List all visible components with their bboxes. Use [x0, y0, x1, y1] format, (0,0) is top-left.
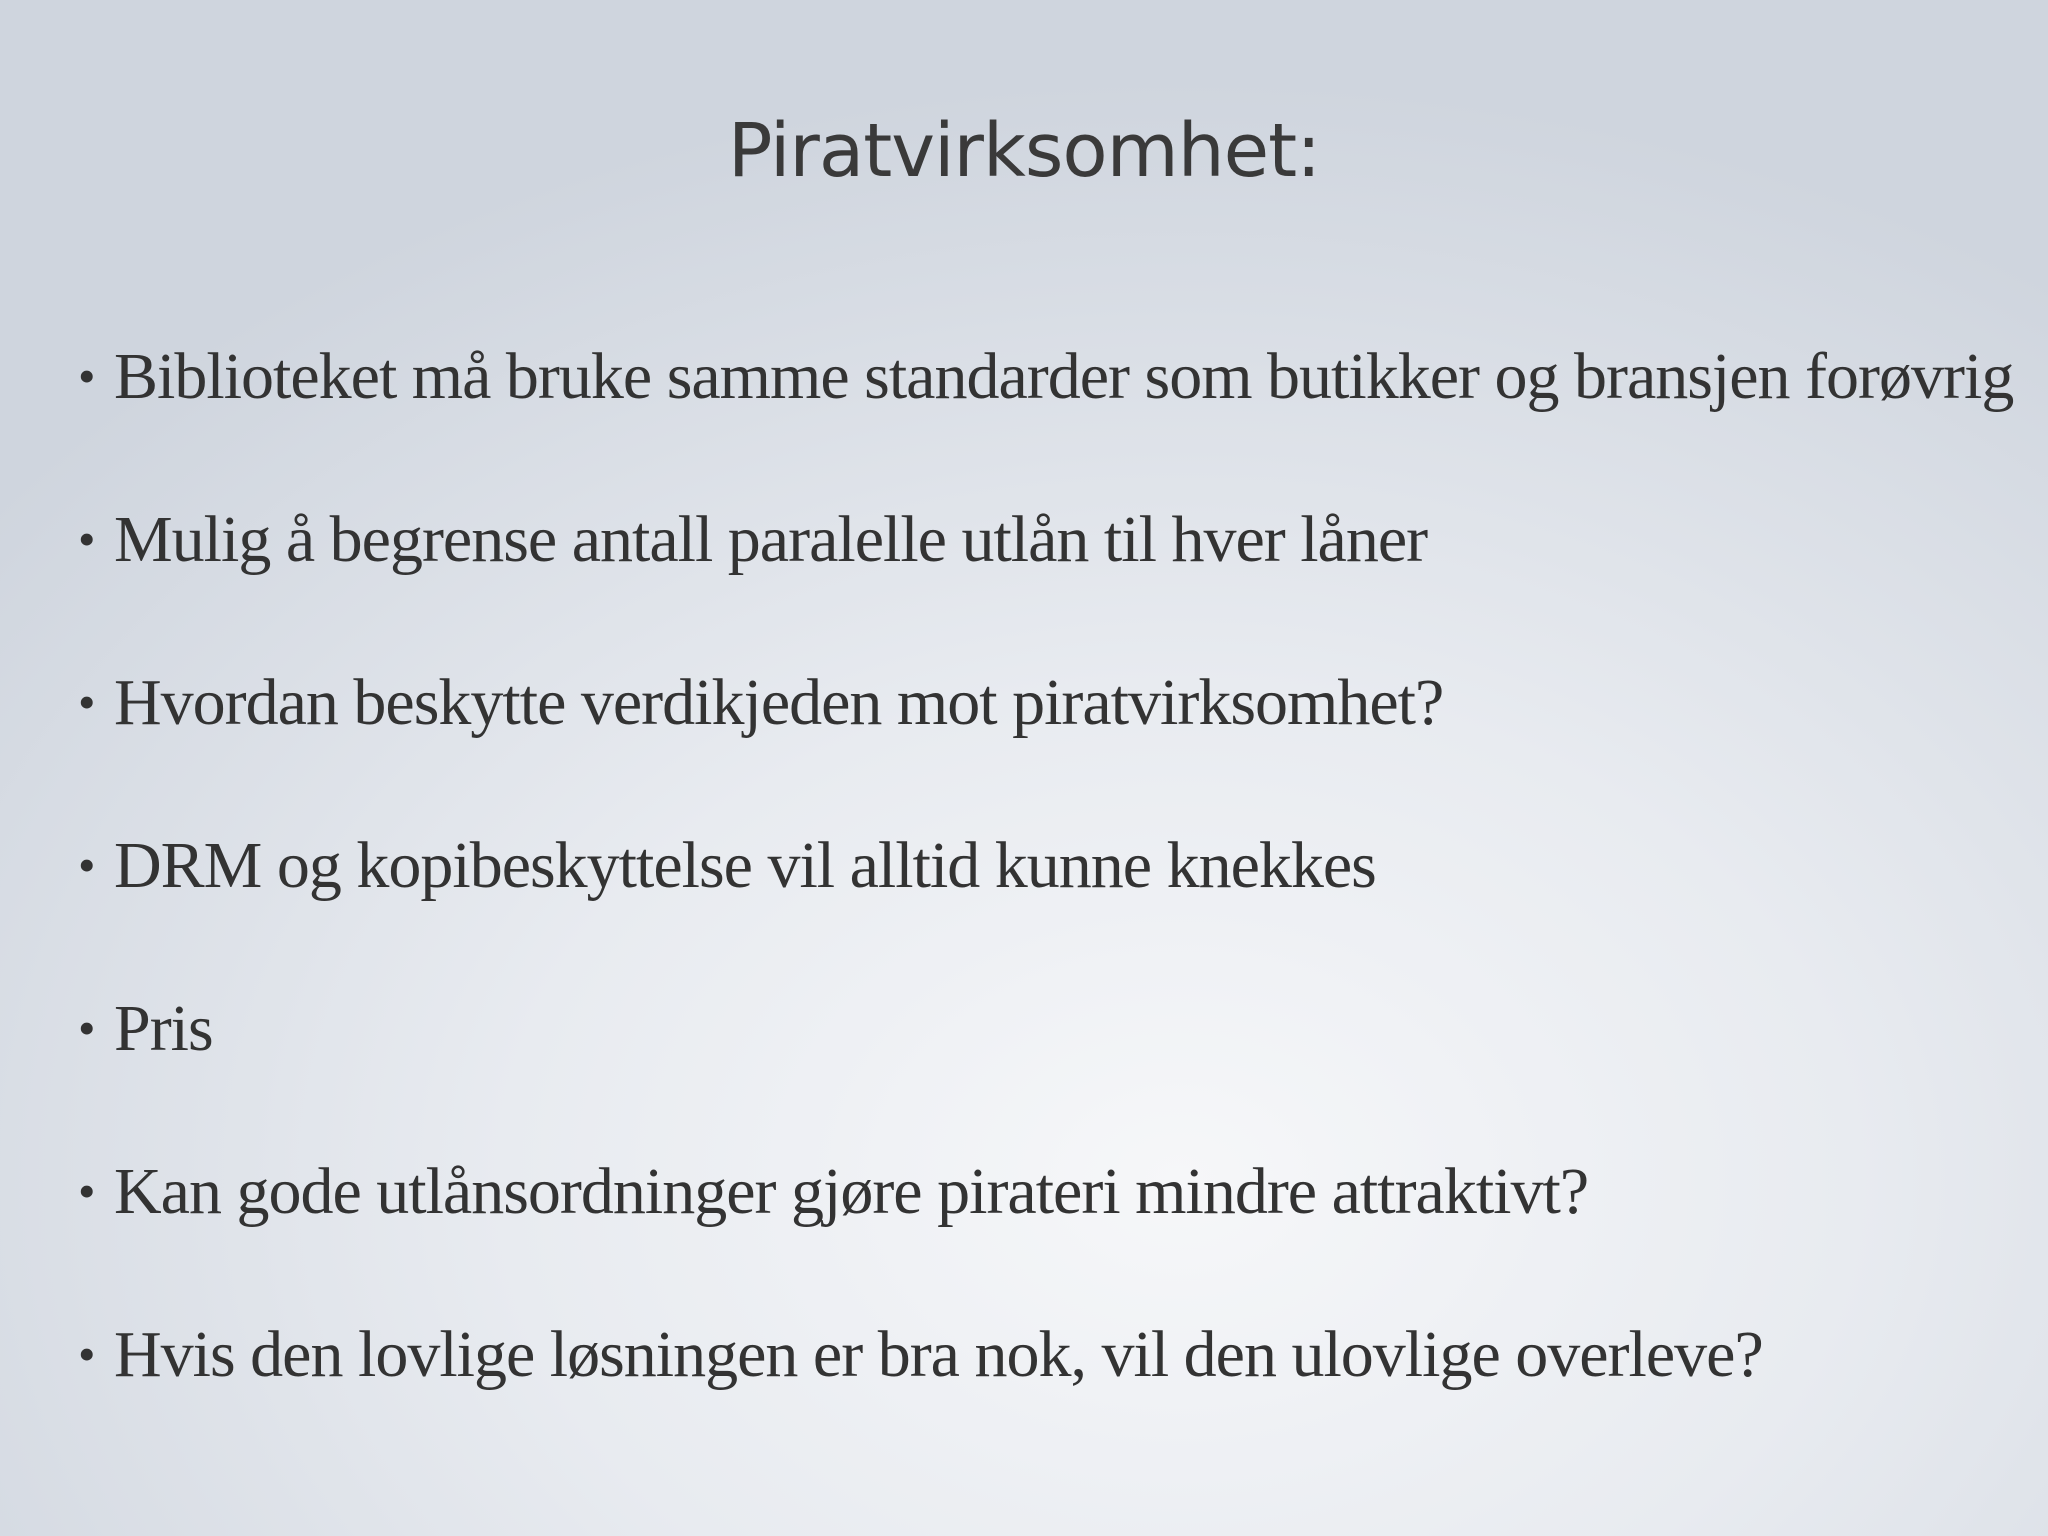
bullet-list: [78, 335, 2028, 1476]
bullet-dot-icon: •: [78, 348, 95, 404]
bullet-text: DRM og kopibeskyttelse vil alltid kunne knekkes: [114, 829, 1376, 902]
bullet-dot-icon: •: [78, 511, 95, 567]
bullet-item: [78, 335, 2028, 418]
bullet-text: Kan gode utlånsordninger gjøre pirateri mindre attraktivt?: [114, 1155, 1589, 1228]
bullet-item: [78, 1313, 2028, 1396]
bullet-item: [78, 824, 2028, 907]
bullet-item: [78, 1150, 2028, 1233]
bullet-item: [78, 987, 2028, 1070]
slide-title: Piratvirksomhet:: [727, 108, 1321, 194]
bullet-item: [78, 661, 2028, 744]
bullet-dot-icon: •: [78, 674, 95, 730]
bullet-text: Pris: [114, 992, 213, 1065]
bullet-text: Hvis den lovlige løsningen er bra nok, vil den ulovlige overleve?: [114, 1318, 1763, 1391]
bullet-dot-icon: •: [78, 837, 95, 893]
bullet-dot-icon: •: [78, 1326, 95, 1382]
bullet-text: Hvordan beskytte verdikjeden mot piratvirksomhet?: [114, 666, 1444, 739]
bullet-text: Biblioteket må bruke samme standarder som butikker og bransjen forøvrig: [114, 340, 2014, 413]
bullet-dot-icon: •: [78, 1163, 95, 1219]
bullet-item: [78, 498, 2028, 581]
bullet-text: Mulig å begrense antall paralelle utlån til hver låner: [114, 503, 1428, 576]
bullet-dot-icon: •: [78, 1000, 95, 1056]
